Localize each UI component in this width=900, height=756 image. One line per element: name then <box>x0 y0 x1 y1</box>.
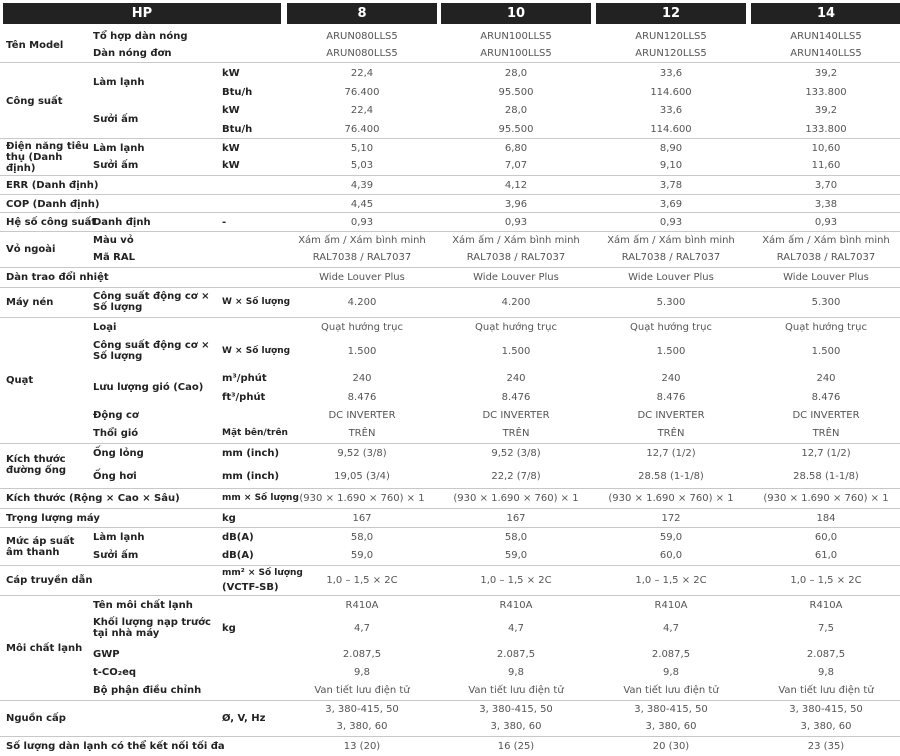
row-label: Sưởi ấm <box>93 160 139 171</box>
unit-label: W × Số lượng <box>222 296 291 307</box>
cell-value: 1.500 <box>347 345 377 357</box>
cell-value: 9,8 <box>663 666 679 678</box>
cell-value: (930 × 1.690 × 760) × 1 <box>453 492 579 504</box>
row-label: Sưởi ấm <box>93 114 139 125</box>
row-label: Làm lạnh <box>93 531 145 543</box>
cell-value: 1,0 – 1,5 × 2C <box>326 574 398 586</box>
unit-label: kg <box>222 622 236 634</box>
group-label: Trọng lượng máy <box>6 512 100 524</box>
row-label: Công suất động cơ × Số lượng <box>93 340 210 362</box>
cell-value: 3, 380-415, 50 <box>789 704 863 715</box>
group-label: Môi chất lạnh <box>6 642 83 654</box>
cell-value: 4.200 <box>501 296 531 308</box>
cell-value: TRÊN <box>657 427 685 439</box>
cell-value: 240 <box>661 372 681 384</box>
cell-value: ARUN140LLS5 <box>790 30 862 42</box>
cell-value: 3,70 <box>814 179 838 191</box>
row-label: Danh định <box>93 216 151 228</box>
cell-value: 240 <box>816 372 836 384</box>
group-label: Hệ số công suất <box>6 216 97 228</box>
cell-value: 3,96 <box>504 198 528 210</box>
cell-value: 167 <box>506 512 526 524</box>
cell-value: 33,6 <box>659 104 683 116</box>
cell-value: 61,0 <box>814 549 838 561</box>
cell-value: 8,90 <box>659 143 683 154</box>
cell-value: Van tiết lưu điện tử <box>778 684 874 696</box>
cell-value: 5,03 <box>350 160 374 171</box>
header-model-cell: 14 <box>751 3 900 24</box>
cell-value: 39,2 <box>814 104 838 116</box>
unit-label: kg <box>222 512 236 524</box>
cell-value: 9,52 (3/8) <box>337 447 387 459</box>
cell-value: 9,8 <box>508 666 524 678</box>
header-model-cell: 8 <box>287 3 437 24</box>
row-label: Mã RAL <box>93 252 135 263</box>
cell-value: 7,5 <box>818 622 834 634</box>
cell-value: 28.58 (1-1/8) <box>793 470 859 482</box>
group-label: Tên Model <box>6 39 64 51</box>
row-label: Dàn nóng đơn <box>93 47 172 59</box>
cell-value: 3, 380, 60 <box>336 721 388 732</box>
cell-value: 9,10 <box>659 160 683 171</box>
cell-value: 0,93 <box>504 216 528 228</box>
cell-value: Xám ấm / Xám bình minh <box>762 235 890 246</box>
row-label: Lưu lượng gió (Cao) <box>93 381 204 393</box>
cell-value: 5.300 <box>656 296 686 308</box>
cell-value: Van tiết lưu điện tử <box>314 684 410 696</box>
cell-value: Xám ấm / Xám bình minh <box>298 235 426 246</box>
cell-value: Quạt hướng trục <box>785 321 867 333</box>
cell-value: 59,0 <box>659 531 683 543</box>
cell-value: 13 (20) <box>343 740 381 752</box>
cell-value: (930 × 1.690 × 760) × 1 <box>299 492 425 504</box>
cell-value: 8.476 <box>656 391 686 403</box>
cell-value: 76.400 <box>344 86 380 98</box>
cell-value: 59,0 <box>504 549 528 561</box>
cell-value: 22,2 (7/8) <box>491 470 541 482</box>
cell-value: 2.087,5 <box>651 648 691 660</box>
row-label: Động cơ <box>93 409 139 421</box>
row-label: Ống lỏng <box>93 447 144 459</box>
cell-value: (930 × 1.690 × 760) × 1 <box>763 492 889 504</box>
row-label: Tổ hợp dàn nóng <box>93 30 188 42</box>
row-divider <box>0 62 900 63</box>
cell-value: 95.500 <box>498 86 534 98</box>
cell-value: 28,0 <box>504 104 528 116</box>
cell-value: 28.58 (1-1/8) <box>638 470 704 482</box>
cell-value: DC INVERTER <box>328 409 396 421</box>
cell-value: 19,05 (3/4) <box>334 470 390 482</box>
cell-value: ARUN080LLS5 <box>326 47 398 59</box>
unit-label: kW <box>222 143 240 154</box>
unit-label: Mặt bên/trên <box>222 427 288 438</box>
cell-value: Quạt hướng trục <box>475 321 557 333</box>
cell-value: R410A <box>499 599 533 611</box>
group-label: Dàn trao đổi nhiệt <box>6 271 109 283</box>
cell-value: 133.800 <box>805 86 847 98</box>
cell-value: 3, 380-415, 50 <box>479 704 553 715</box>
cell-value: 58,0 <box>504 531 528 543</box>
cell-value: 23 (35) <box>807 740 845 752</box>
unit-label: - <box>222 216 227 228</box>
cell-value: (930 × 1.690 × 760) × 1 <box>608 492 734 504</box>
cell-value: 20 (30) <box>652 740 690 752</box>
cell-value: RAL7038 / RAL7037 <box>466 252 566 263</box>
cell-value: 0,93 <box>814 216 838 228</box>
cell-value: 4,45 <box>350 198 374 210</box>
group-label: Mức áp suất âm thanh <box>6 536 75 558</box>
cell-value: Wide Louver Plus <box>783 271 869 283</box>
unit-label: kW <box>222 160 240 171</box>
row-label: Bộ phận điều chỉnh <box>93 684 202 696</box>
cell-value: 3, 380-415, 50 <box>634 704 708 715</box>
row-label: Tên môi chất lạnh <box>93 599 193 611</box>
cell-value: 11,60 <box>811 160 841 171</box>
group-label: Kích thước đường ống <box>6 454 67 476</box>
unit-label: mm (inch) <box>222 447 280 459</box>
cell-value: Wide Louver Plus <box>628 271 714 283</box>
cell-value: 4,7 <box>663 622 679 634</box>
unit-label: dB(A) <box>222 549 254 561</box>
cell-value: DC INVERTER <box>482 409 550 421</box>
cell-value: 4.200 <box>347 296 377 308</box>
cell-value: 3, 380, 60 <box>645 721 697 732</box>
group-label: Điện năng tiêu thụ (Danh định) <box>6 140 89 174</box>
group-label: Vỏ ngoài <box>6 243 56 255</box>
cell-value: 76.400 <box>344 123 380 135</box>
cell-value: 0,93 <box>659 216 683 228</box>
cell-value: 28,0 <box>504 67 528 79</box>
cell-value: Xám ấm / Xám bình minh <box>607 235 735 246</box>
cell-value: 22,4 <box>350 67 374 79</box>
row-label: Làm lạnh <box>93 77 145 88</box>
cell-value: Quạt hướng trục <box>630 321 712 333</box>
cell-value: 12,7 (1/2) <box>801 447 851 459</box>
cell-value: DC INVERTER <box>792 409 860 421</box>
cell-value: 3, 380-415, 50 <box>325 704 399 715</box>
group-label: Quạt <box>6 374 34 386</box>
cell-value: 1.500 <box>811 345 841 357</box>
cell-value: 39,2 <box>814 67 838 79</box>
cell-value: ARUN080LLS5 <box>326 30 398 42</box>
cell-value: RAL7038 / RAL7037 <box>621 252 721 263</box>
cell-value: 133.800 <box>805 123 847 135</box>
cell-value: Xám ấm / Xám bình minh <box>452 235 580 246</box>
cell-value: 1,0 – 1,5 × 2C <box>635 574 707 586</box>
unit-label: mm (inch) <box>222 470 280 482</box>
cell-value: ARUN140LLS5 <box>790 47 862 59</box>
cell-value: 9,8 <box>818 666 834 678</box>
cell-value: ARUN120LLS5 <box>635 47 707 59</box>
cell-value: 60,0 <box>814 531 838 543</box>
row-label: Loại <box>93 321 117 333</box>
cell-value: R410A <box>654 599 688 611</box>
cell-value: 3, 380, 60 <box>800 721 852 732</box>
row-divider <box>0 138 900 139</box>
row-label: Màu vỏ <box>93 235 134 246</box>
unit-label: Btu/h <box>222 86 253 98</box>
cell-value: 4,7 <box>508 622 524 634</box>
cell-value: 2.087,5 <box>496 648 536 660</box>
cell-value: R410A <box>809 599 843 611</box>
cell-value: RAL7038 / RAL7037 <box>312 252 412 263</box>
cell-value: 16 (25) <box>497 740 535 752</box>
unit-label: W × Số lượng <box>222 345 291 356</box>
cell-value: 2.087,5 <box>806 648 846 660</box>
cell-value: 33,6 <box>659 67 683 79</box>
cell-value: TRÊN <box>502 427 530 439</box>
unit-label: kW <box>222 67 240 79</box>
unit-label: dB(A) <box>222 531 254 543</box>
unit-label: mm² × Số lượng <box>222 567 303 578</box>
cell-value: 12,7 (1/2) <box>646 447 696 459</box>
group-label: ERR (Danh định) <box>6 179 99 191</box>
unit-label: mm × Số lượng <box>222 492 299 503</box>
group-label: Nguồn cấp <box>6 712 66 724</box>
cell-value: Van tiết lưu điện tử <box>623 684 719 696</box>
cell-value: 240 <box>352 372 372 384</box>
cell-value: 1.500 <box>501 345 531 357</box>
cell-value: 240 <box>506 372 526 384</box>
cell-value: 3, 380, 60 <box>490 721 542 732</box>
row-label: Khối lượng nạp trước tại nhà máy <box>93 617 211 639</box>
cell-value: 2.087,5 <box>342 648 382 660</box>
header-model-cell: 12 <box>596 3 746 24</box>
row-label: GWP <box>93 648 120 660</box>
cell-value: Wide Louver Plus <box>473 271 559 283</box>
header-model-cell: 10 <box>441 3 591 24</box>
cell-value: Van tiết lưu điện tử <box>468 684 564 696</box>
cell-value: DC INVERTER <box>637 409 705 421</box>
group-label: Số lượng dàn lạnh có thể kết nối tối đa <box>6 740 225 752</box>
cell-value: R410A <box>345 599 379 611</box>
cell-value: 5,10 <box>350 143 374 154</box>
row-label: Thổi gió <box>93 427 139 439</box>
row-label: Sưởi ấm <box>93 549 139 561</box>
unit-label: m³/phút <box>222 372 267 384</box>
unit-label: Ø, V, Hz <box>222 712 266 724</box>
cell-value: 1.500 <box>656 345 686 357</box>
cell-value: 58,0 <box>350 531 374 543</box>
cell-value: 0,93 <box>350 216 374 228</box>
cell-value: 4,39 <box>350 179 374 191</box>
group-label: Công suất <box>6 95 63 107</box>
group-label: COP (Danh định) <box>6 198 100 210</box>
cell-value: 1,0 – 1,5 × 2C <box>790 574 862 586</box>
cell-value: 114.600 <box>650 86 692 98</box>
row-label: Làm lạnh <box>93 143 145 154</box>
cell-value: 6,80 <box>504 143 528 154</box>
cell-value: 59,0 <box>350 549 374 561</box>
cell-value: 3,69 <box>659 198 683 210</box>
cell-value: 5.300 <box>811 296 841 308</box>
cell-value: RAL7038 / RAL7037 <box>776 252 876 263</box>
cell-value: ARUN120LLS5 <box>635 30 707 42</box>
row-label: t-CO₂eq <box>93 666 137 678</box>
unit-label: ft³/phút <box>222 391 266 403</box>
group-label: Cáp truyền dẫn <box>6 574 93 586</box>
cell-value: 7,07 <box>504 160 528 171</box>
cell-value: ARUN100LLS5 <box>480 47 552 59</box>
cell-value: 3,78 <box>659 179 683 191</box>
row-label: Công suất động cơ × Số lượng <box>93 291 210 313</box>
cell-value: 60,0 <box>659 549 683 561</box>
cell-value: 1,0 – 1,5 × 2C <box>480 574 552 586</box>
cell-value: Wide Louver Plus <box>319 271 405 283</box>
unit-label: kW <box>222 104 240 116</box>
group-label: Máy nén <box>6 296 54 308</box>
cell-value: TRÊN <box>348 427 376 439</box>
cell-value: TRÊN <box>812 427 840 439</box>
cell-value: 9,8 <box>354 666 370 678</box>
cell-value: 8.476 <box>811 391 841 403</box>
row-label: Ống hơi <box>93 470 137 482</box>
cell-value: 184 <box>816 512 836 524</box>
unit-label: (VCTF-SB) <box>222 581 279 593</box>
cell-value: 95.500 <box>498 123 534 135</box>
cell-value: 9,52 (3/8) <box>491 447 541 459</box>
cell-value: 8.476 <box>501 391 531 403</box>
cell-value: 22,4 <box>350 104 374 116</box>
header-hp-cell: HP <box>3 3 281 24</box>
group-label: Kích thước (Rộng × Cao × Sâu) <box>6 492 180 504</box>
cell-value: Quạt hướng trục <box>321 321 403 333</box>
cell-value: 114.600 <box>650 123 692 135</box>
cell-value: 172 <box>661 512 681 524</box>
cell-value: 4,7 <box>354 622 370 634</box>
cell-value: 167 <box>352 512 372 524</box>
unit-label: Btu/h <box>222 123 253 135</box>
cell-value: 3,38 <box>814 198 838 210</box>
cell-value: 10,60 <box>811 143 841 154</box>
cell-value: ARUN100LLS5 <box>480 30 552 42</box>
cell-value: 4,12 <box>504 179 528 191</box>
cell-value: 8.476 <box>347 391 377 403</box>
